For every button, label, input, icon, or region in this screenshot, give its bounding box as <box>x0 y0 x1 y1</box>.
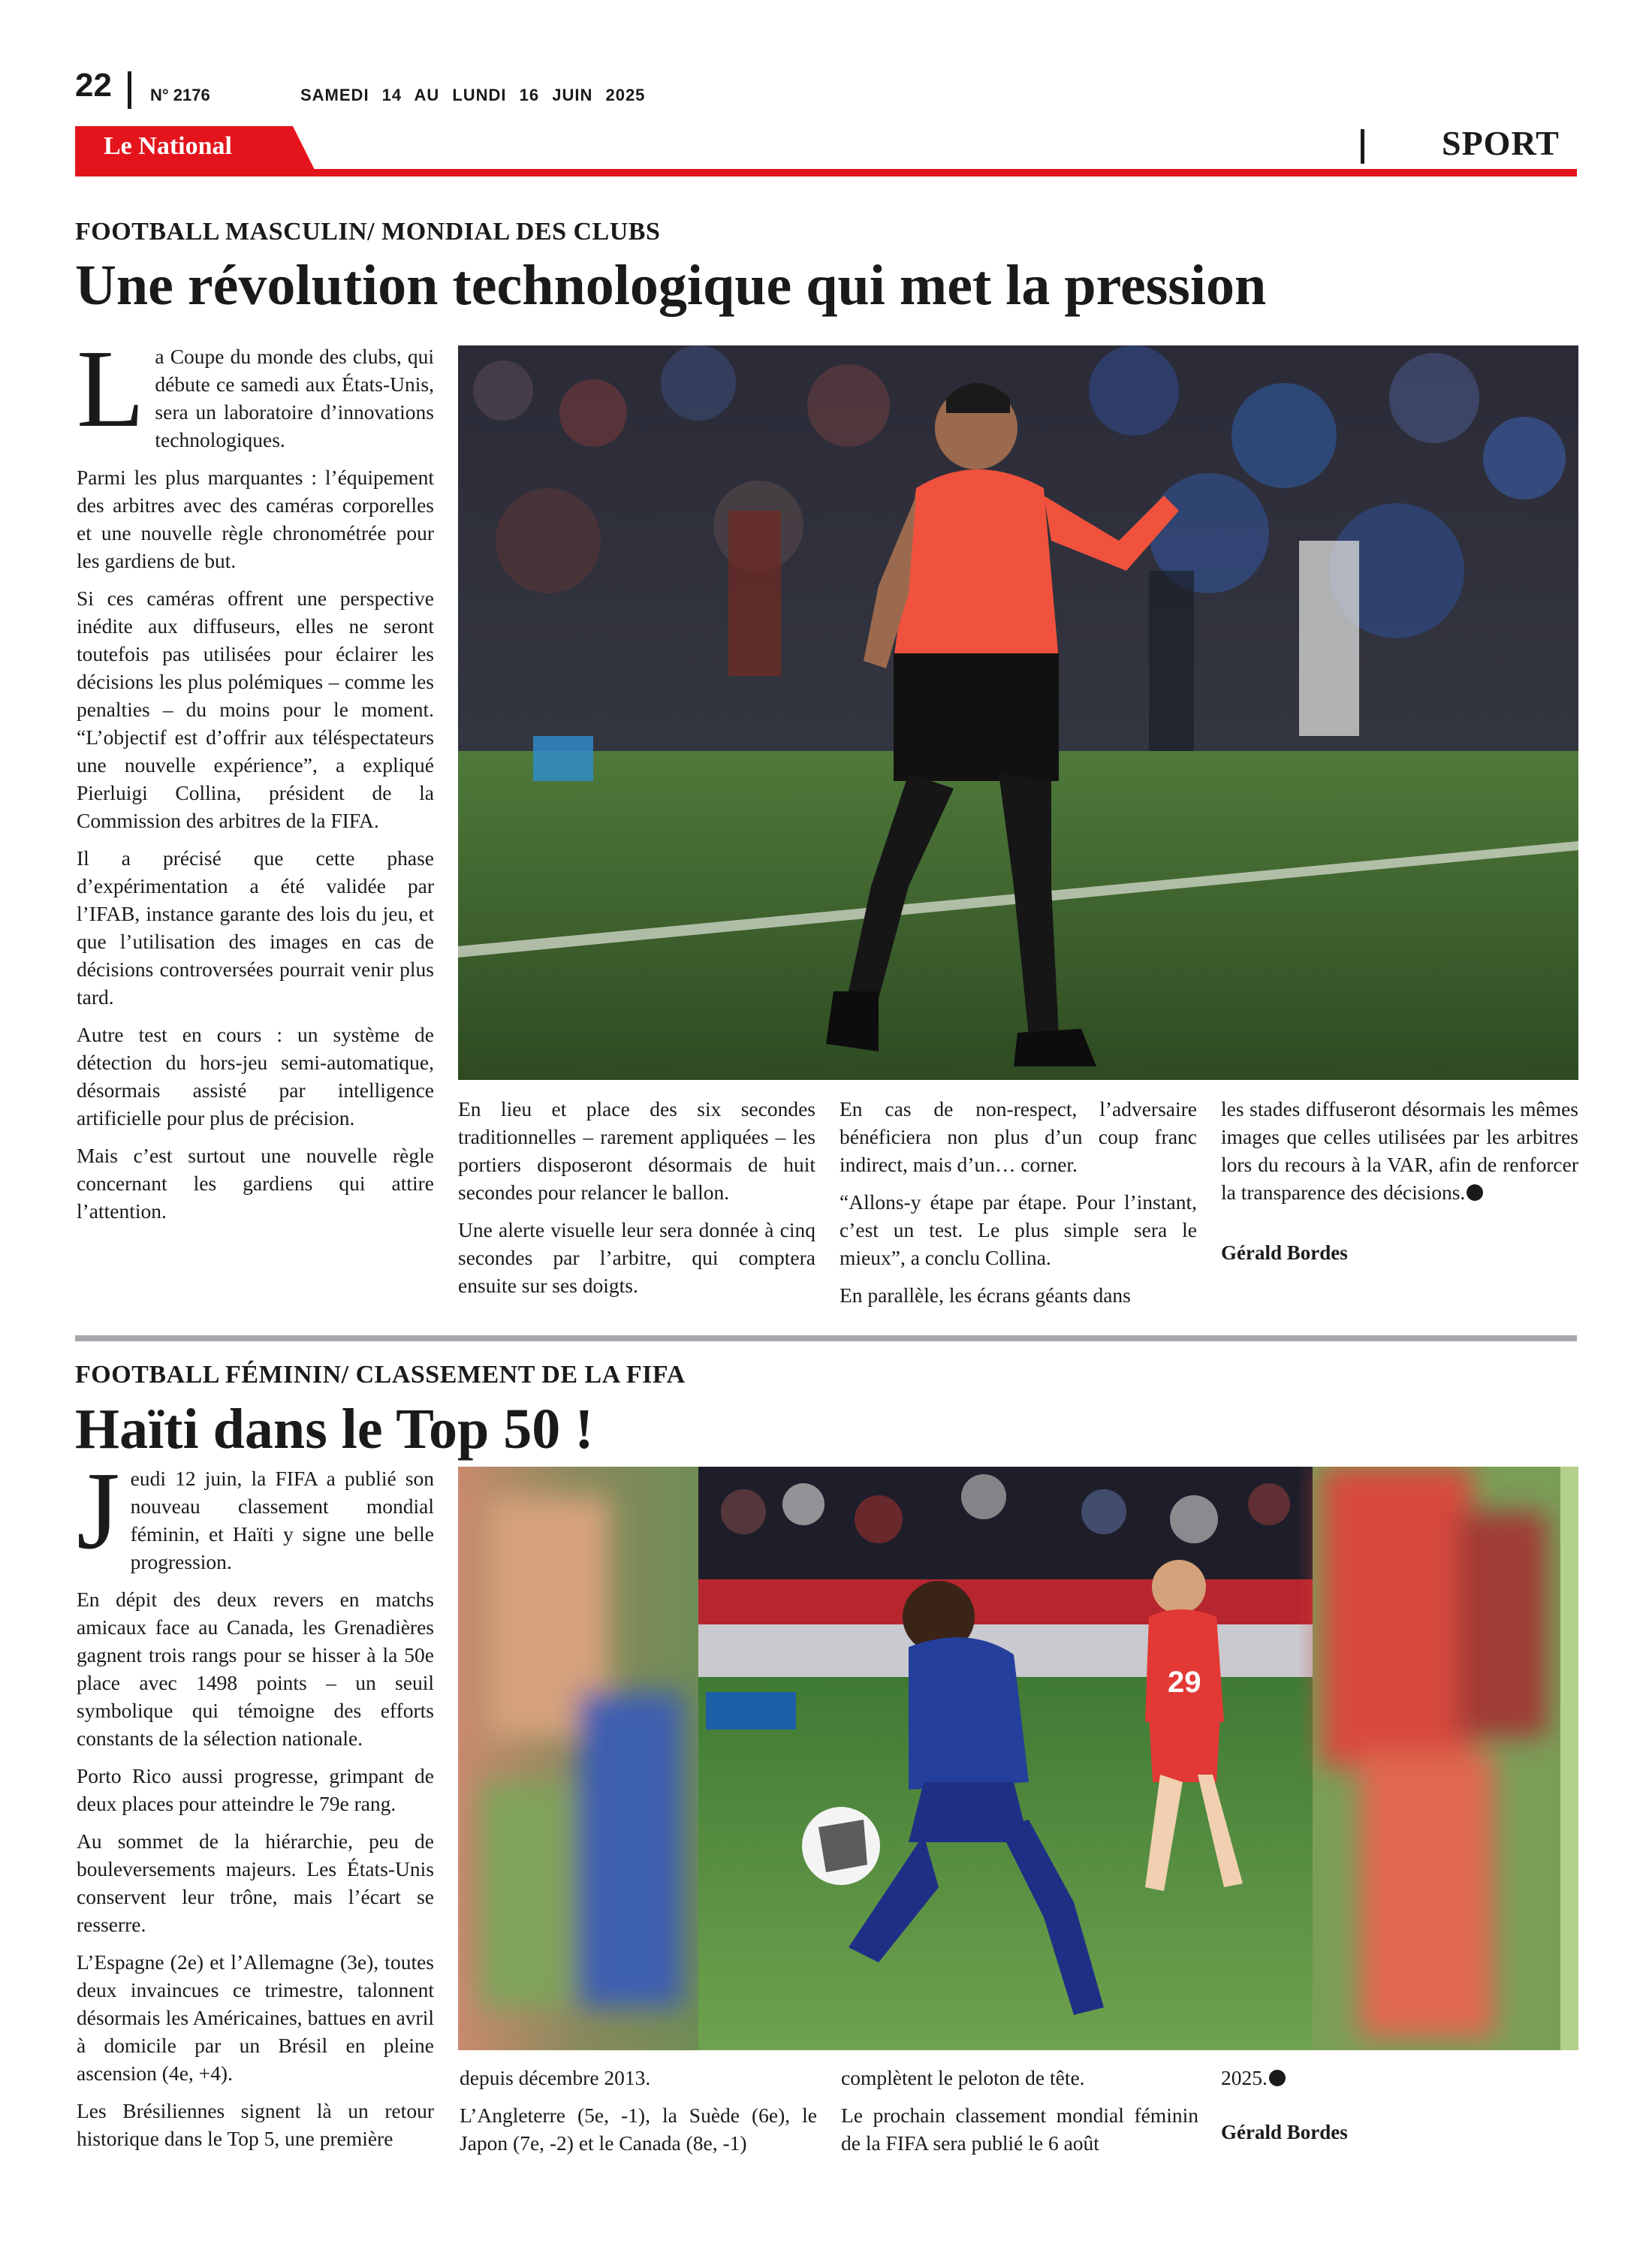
article1-lead: a Coupe du monde des clubs, qui débute ce samedi aux États-Unis, sera un laboratoire d’innovations technologiques. <box>155 345 434 451</box>
section-divider <box>1361 129 1364 164</box>
match-photo <box>458 1467 1578 2050</box>
article1-title: Une révolution technologique qui met la pression <box>75 254 1267 317</box>
paragraph: L’Espagne (2e) et l’Allemagne (3e), toutes deux invaincues ce trimestre, talonnent désormais les Américaines, battues en avril à domicile par un Brésil en pleine ascension (4e, +4). <box>77 1950 434 2085</box>
paragraph: les stades diffuseront désormais les mêmes images que celles utilisées par les arbitres lors du recours à la VAR, afin de renforcer la transparence des décisions. <box>1221 1097 1578 1204</box>
issue-number: N° 2176 <box>150 86 210 104</box>
article2-column-2 <box>460 2064 817 2167</box>
page-number: 22 <box>75 67 112 104</box>
paragraph: Au sommet de la hiérarchie, peu de bouleversements majeurs. Les États-Unis conservent leur trône, mais l’écart se resserre. <box>77 1829 434 1936</box>
end-mark <box>1467 1184 1483 1201</box>
paragraph: En dépit des deux revers en matchs amicaux face au Canada, les Grenadières gagnent trois rangs pour se hisser à la 50e place avec 1498 points – un seuil symbolique qui témoigne des efforts constants de la sélection nationale. <box>77 1588 434 1750</box>
paragraph: En parallèle, les écrans géants dans <box>840 1283 1131 1307</box>
article2-column-3 <box>841 2064 1198 2167</box>
dropcap: L <box>77 327 145 451</box>
paragraph: “Allons-y étape par étape. Pour l’instant, c’est un test. Le plus simple sera le mieux”, a conclu Collina. <box>840 1190 1197 1269</box>
jersey-number: 29 <box>1168 1666 1201 1699</box>
header-divider <box>128 71 131 109</box>
article2-column-1 <box>77 1449 434 2162</box>
paragraph: Une alerte visuelle leur sera donnée à cinq secondes par l’arbitre, qui comptera ensuite sur ses doigts. <box>458 1218 815 1297</box>
header-rule <box>75 169 1577 176</box>
paragraph: Il a précisé que cette phase d’expérimentation a été validée par l’IFAB, instance garante des lois du jeu, et que l’utilisation des images en cas de décisions controversées pourrait venir plus tard. <box>77 846 434 1009</box>
article-divider <box>75 1335 1577 1341</box>
article1-column-3 <box>840 1095 1197 1319</box>
end-mark <box>1269 2070 1286 2086</box>
paragraph: Parmi les plus marquantes : l’équipement des arbitres avec des caméras corporelles et une nouvelle règle chronométrée pour les gardiens de but. <box>77 466 434 572</box>
paragraph: Le prochain classement mondial féminin de la FIFA sera publié le 6 août <box>841 2104 1198 2155</box>
paragraph: L’Angleterre (5e, -1), la Suède (6e), le Japon (7e, -2) et le Canada (8e, -1) <box>460 2104 817 2155</box>
paragraph: En lieu et place des six secondes traditionnelles – rarement appliquées – les portiers disposeront désormais de huit secondes pour relancer le ballon. <box>458 1097 815 1204</box>
paragraph: complètent le peloton de tête. <box>841 2066 1085 2089</box>
dropcap: J <box>77 1449 120 1573</box>
paragraph: Les Brésiliennes signent là un retour historique dans le Top 5, une première <box>77 2099 434 2150</box>
article1-column-2 <box>458 1095 815 1309</box>
article2-author: Gérald Bordes <box>1221 2121 1348 2143</box>
referee-photo <box>458 345 1578 1080</box>
paragraph: Porto Rico aussi progresse, grimpant de deux places pour atteindre le 79e rang. <box>77 1764 434 1815</box>
issue-date: SAMEDI 14 AU LUNDI 16 JUIN 2025 <box>300 86 646 104</box>
paragraph: En cas de non-respect, l’adversaire bénéficiera non plus d’un coup franc indirect, mais d’un… corner. <box>840 1097 1197 1176</box>
paragraph: Mais c’est surtout une nouvelle règle concernant les gardiens qui attire l’attention. <box>77 1144 434 1223</box>
article1-author: Gérald Bordes <box>1221 1241 1348 1264</box>
paragraph: Si ces caméras offrent une perspective inédite aux diffuseurs, elles ne seront toutefois pas utilisées pour éclairer les décisions les plus polémiques – comme les penalties – du moins pour le moment. “L’objectif est d’offrir aux téléspectateurs une nouvelle expérience”, a expliqué Pierluigi Collina, président de la Commission des arbitres de la FIFA. <box>77 587 434 832</box>
article1-column-4 <box>1221 1095 1578 1277</box>
article2-column-4 <box>1221 2064 1578 2156</box>
brand-logo: Le National <box>104 132 232 160</box>
article1-column-1 <box>77 327 434 1235</box>
paragraph: depuis décembre 2013. <box>460 2066 651 2089</box>
section-title: SPORT <box>1442 124 1560 162</box>
article1-kicker: FOOTBALL MASCULIN/ MONDIAL DES CLUBS <box>75 218 661 246</box>
article2-title: Haïti dans le Top 50 ! <box>75 1398 594 1461</box>
paragraph: 2025. <box>1221 2066 1268 2089</box>
paragraph: Autre test en cours : un système de détection du hors-jeu semi-automatique, désormais assisté par intelligence artificielle pour plus de précision. <box>77 1023 434 1130</box>
article2-kicker: FOOTBALL FÉMININ/ CLASSEMENT DE LA FIFA <box>75 1361 686 1389</box>
article2-lead: eudi 12 juin, la FIFA a publié son nouveau classement mondial féminin, et Haïti y signe une belle progression. <box>130 1467 434 1573</box>
